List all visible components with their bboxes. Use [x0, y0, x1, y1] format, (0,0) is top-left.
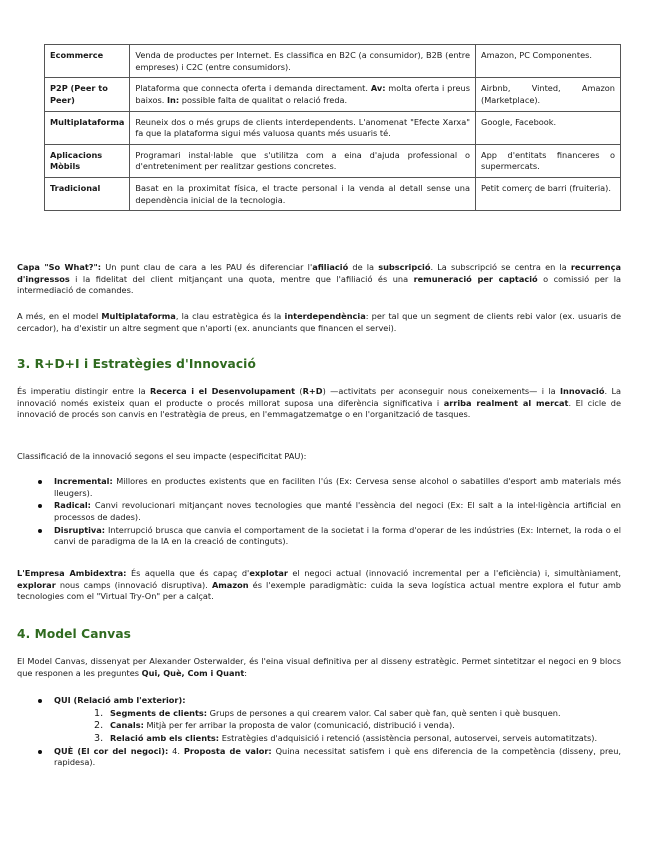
sublist-item [54, 708, 621, 720]
item-label: Segments de clients: [110, 707, 208, 718]
model-examples: App d'entitats financeres o supermercats. [476, 144, 621, 177]
rdi-paragraph [17, 386, 621, 421]
text-span: , la clau estratègica és la [175, 311, 285, 321]
item-number: 2. [94, 720, 104, 732]
text-span: El Model Canvas, dissenyat per Alexander Osterwalder, és l'eina visual definitiva per al disseny estratègic. Permet sintetitzar el negoci en 9 blocs que responen a les preguntes [17, 656, 621, 678]
sublist-item [54, 733, 621, 745]
bullet-label: Incremental: [54, 476, 113, 486]
bold-term: arriba realment al mercat [443, 397, 569, 408]
model-name: Aplicacions Mòbils [45, 144, 130, 177]
bullet-label: Radical: [54, 500, 91, 511]
text-span: És imperatiu distingir entre la [17, 386, 150, 396]
desc-text: molta oferta i preus baixos. [135, 83, 470, 105]
bold-term: Multiplataforma [101, 311, 176, 321]
list-item [17, 476, 621, 499]
multiplatform-paragraph [17, 311, 621, 334]
model-description: Programari instal·lable que s'utilitza com a eina d'ajuda professional o d'entreteniment per realitzar gestions concretes. [130, 144, 476, 177]
bold-term: Amazon [211, 579, 249, 590]
text-span: És aquella que és capaç d' [126, 568, 250, 578]
desc-text: possible falta de qualitat o relació freda. [179, 94, 348, 105]
bold-term: remuneració per captació [413, 273, 538, 284]
model-name: P2P (Peer to Peer) [45, 78, 130, 111]
text-span: . La subscripció se centra en la [430, 262, 571, 272]
bold-term: explorar [17, 579, 56, 590]
item-number: 3. [94, 732, 104, 744]
bullet-label: Disruptiva: [54, 524, 106, 535]
text-span: Quina necessitat satisfem i què ens diferencia de la competència (disseny, preu, rapidesa). [54, 745, 621, 768]
canvas-paragraph [17, 656, 621, 679]
bullet-text: Canvi revolucionari mitjançant noves tecnologies que manté l'essència del negoci (Ex: El salt a la intel·ligència artificial en processos de dades). [54, 500, 621, 522]
bullet-label: QUÈ (El cor del negoci): [54, 745, 169, 756]
text-span: . El cicle de innovació de procés son canvis en l'estratègia de preus, en l'emmagatzematge o en l'organització de tasques. [17, 397, 622, 420]
model-description: Basat en la proximitat física, el tracte personal i la venda al detall sense una dependència inicial de la tecnologia. [130, 178, 476, 211]
bold-term: Proposta de valor: [183, 745, 272, 756]
section-3-heading: 3. R+D+I i Estratègies d'Innovació [17, 357, 256, 371]
so-what-label: Capa "So What?": [17, 262, 102, 272]
bold-term: subscripció [378, 262, 431, 272]
text-span: o comissió per la intermediació de comandes. [17, 273, 622, 296]
item-label: Relació amb els clients: [110, 732, 220, 743]
text-span: : [244, 667, 248, 678]
model-description: Reuneix dos o més grups de clients interdependents. L'anomenat "Efecte Xarxa" fa que la plataforma sigui més valuosa quants més usuaris té. [130, 111, 476, 144]
model-name: Multiplataforma [45, 111, 130, 144]
qui-sublist [54, 708, 621, 745]
item-text: Grups de persones a qui crearem valor. Cal saber què fan, què senten i què busquen. [207, 707, 561, 718]
desc-text: Plataforma que connecta oferta i demanda directament. [135, 83, 371, 94]
text-span: és l'exemple paradigmàtic: cuida la seva logística actual mentre explora el futur amb tecnologies com el "Virtual Try-On" per a calçat. [17, 579, 622, 602]
model-name: Ecommerce [45, 45, 130, 78]
text-span: A més, en el model [17, 311, 102, 321]
model-examples: Google, Facebook. [476, 111, 621, 144]
item-text: Estratègies d'adquisició i retenció (assistència personal, autoservei, serveis automatitzats). [219, 732, 598, 743]
table-row [45, 144, 621, 177]
bold-term: explotar [249, 568, 288, 578]
sublist-item [54, 720, 621, 732]
bold-term: afiliació [312, 262, 349, 272]
bold-term: recurrença d'ingressos [17, 262, 621, 284]
text-span: ( [295, 386, 303, 396]
model-examples: Airbnb, Vinted, Amazon (Marketplace). [476, 78, 621, 111]
model-description [130, 78, 476, 111]
ambidextrous-paragraph [17, 568, 621, 603]
bullet-label: QUI (Relació amb l'exterior): [54, 695, 186, 705]
model-description: Venda de productes per Internet. Es classifica en B2C (a consumidor), B2B (entre empreses) i C2C (entre consumidors). [130, 45, 476, 78]
bold-term: Innovació [560, 386, 605, 396]
table-row [45, 178, 621, 211]
disadvantages-label: In: [166, 94, 180, 105]
bullet-text: Interrupció brusca que canvia el comportament de la societat i la forma d'operar de les indústries (Ex: Internet, la roda o el canvi de paradigma de la IA en la creació de continguts). [54, 524, 621, 547]
so-what-paragraph [17, 262, 621, 297]
bold-term: R+D [302, 386, 323, 396]
bullet-text: Millores en productes existents que en faciliten l'ús (Ex: Cervesa sense alcohol o sabatilles d'esport amb materials més lleugers). [54, 476, 621, 498]
section-4-heading: 4. Model Canvas [17, 627, 132, 641]
text-span: nous camps (innovació disruptiva). [55, 579, 212, 590]
bold-term: Qui, Què, Com i Quant [141, 667, 245, 678]
list-item [17, 500, 621, 523]
bold-term: interdependència [284, 311, 366, 321]
item-number: 1. [94, 707, 104, 719]
text-span: Un punt clau de cara a les PAU és diferenciar l' [101, 262, 313, 272]
canvas-blocks-list [17, 695, 621, 770]
text-span: : per tal que un segment de clients rebi valor (ex. usuaris de cercador), ha d'existir un altre segment que n'aporti (ex. anunciants que financen el servei). [17, 311, 621, 333]
text-span: de la [348, 262, 379, 272]
table-row [45, 78, 621, 111]
table-row [45, 45, 621, 78]
list-item [17, 746, 621, 769]
list-item [17, 695, 621, 745]
text-span: 4. [168, 745, 184, 756]
innovation-types-list [17, 476, 621, 549]
classification-intro: Classificació de la innovació segons el seu impacte (especificitat PAU): [17, 451, 307, 461]
model-name: Tradicional [45, 178, 130, 211]
text-span: . La innovació només existeix quan el producte o procés millorat suposa una diferència significativa i [17, 386, 622, 408]
text-span: el negoci actual (innovació incremental per a l'eficiència) i, simultàniament, [287, 568, 621, 578]
bold-term: Recerca i el Desenvolupament [149, 386, 296, 396]
text-span: ) —activitats per aconseguir nous coneixements— i la [322, 386, 560, 396]
table-row [45, 111, 621, 144]
model-examples: Petit comerç de barri (fruiteria). [476, 178, 621, 211]
item-label: Canals: [110, 720, 144, 731]
bold-term: L'Empresa Ambidextra: [17, 568, 127, 578]
item-text: Mitjà per fer arribar la proposta de valor (comunicació, distribució i venda). [143, 720, 455, 731]
text-span: i la fidelitat del client mitjançant una quota, mentre que l'afiliació és una [69, 273, 414, 284]
model-examples: Amazon, PC Componentes. [476, 45, 621, 78]
list-item [17, 525, 621, 548]
advantages-label: Av: [370, 83, 386, 94]
business-models-table [44, 44, 621, 211]
